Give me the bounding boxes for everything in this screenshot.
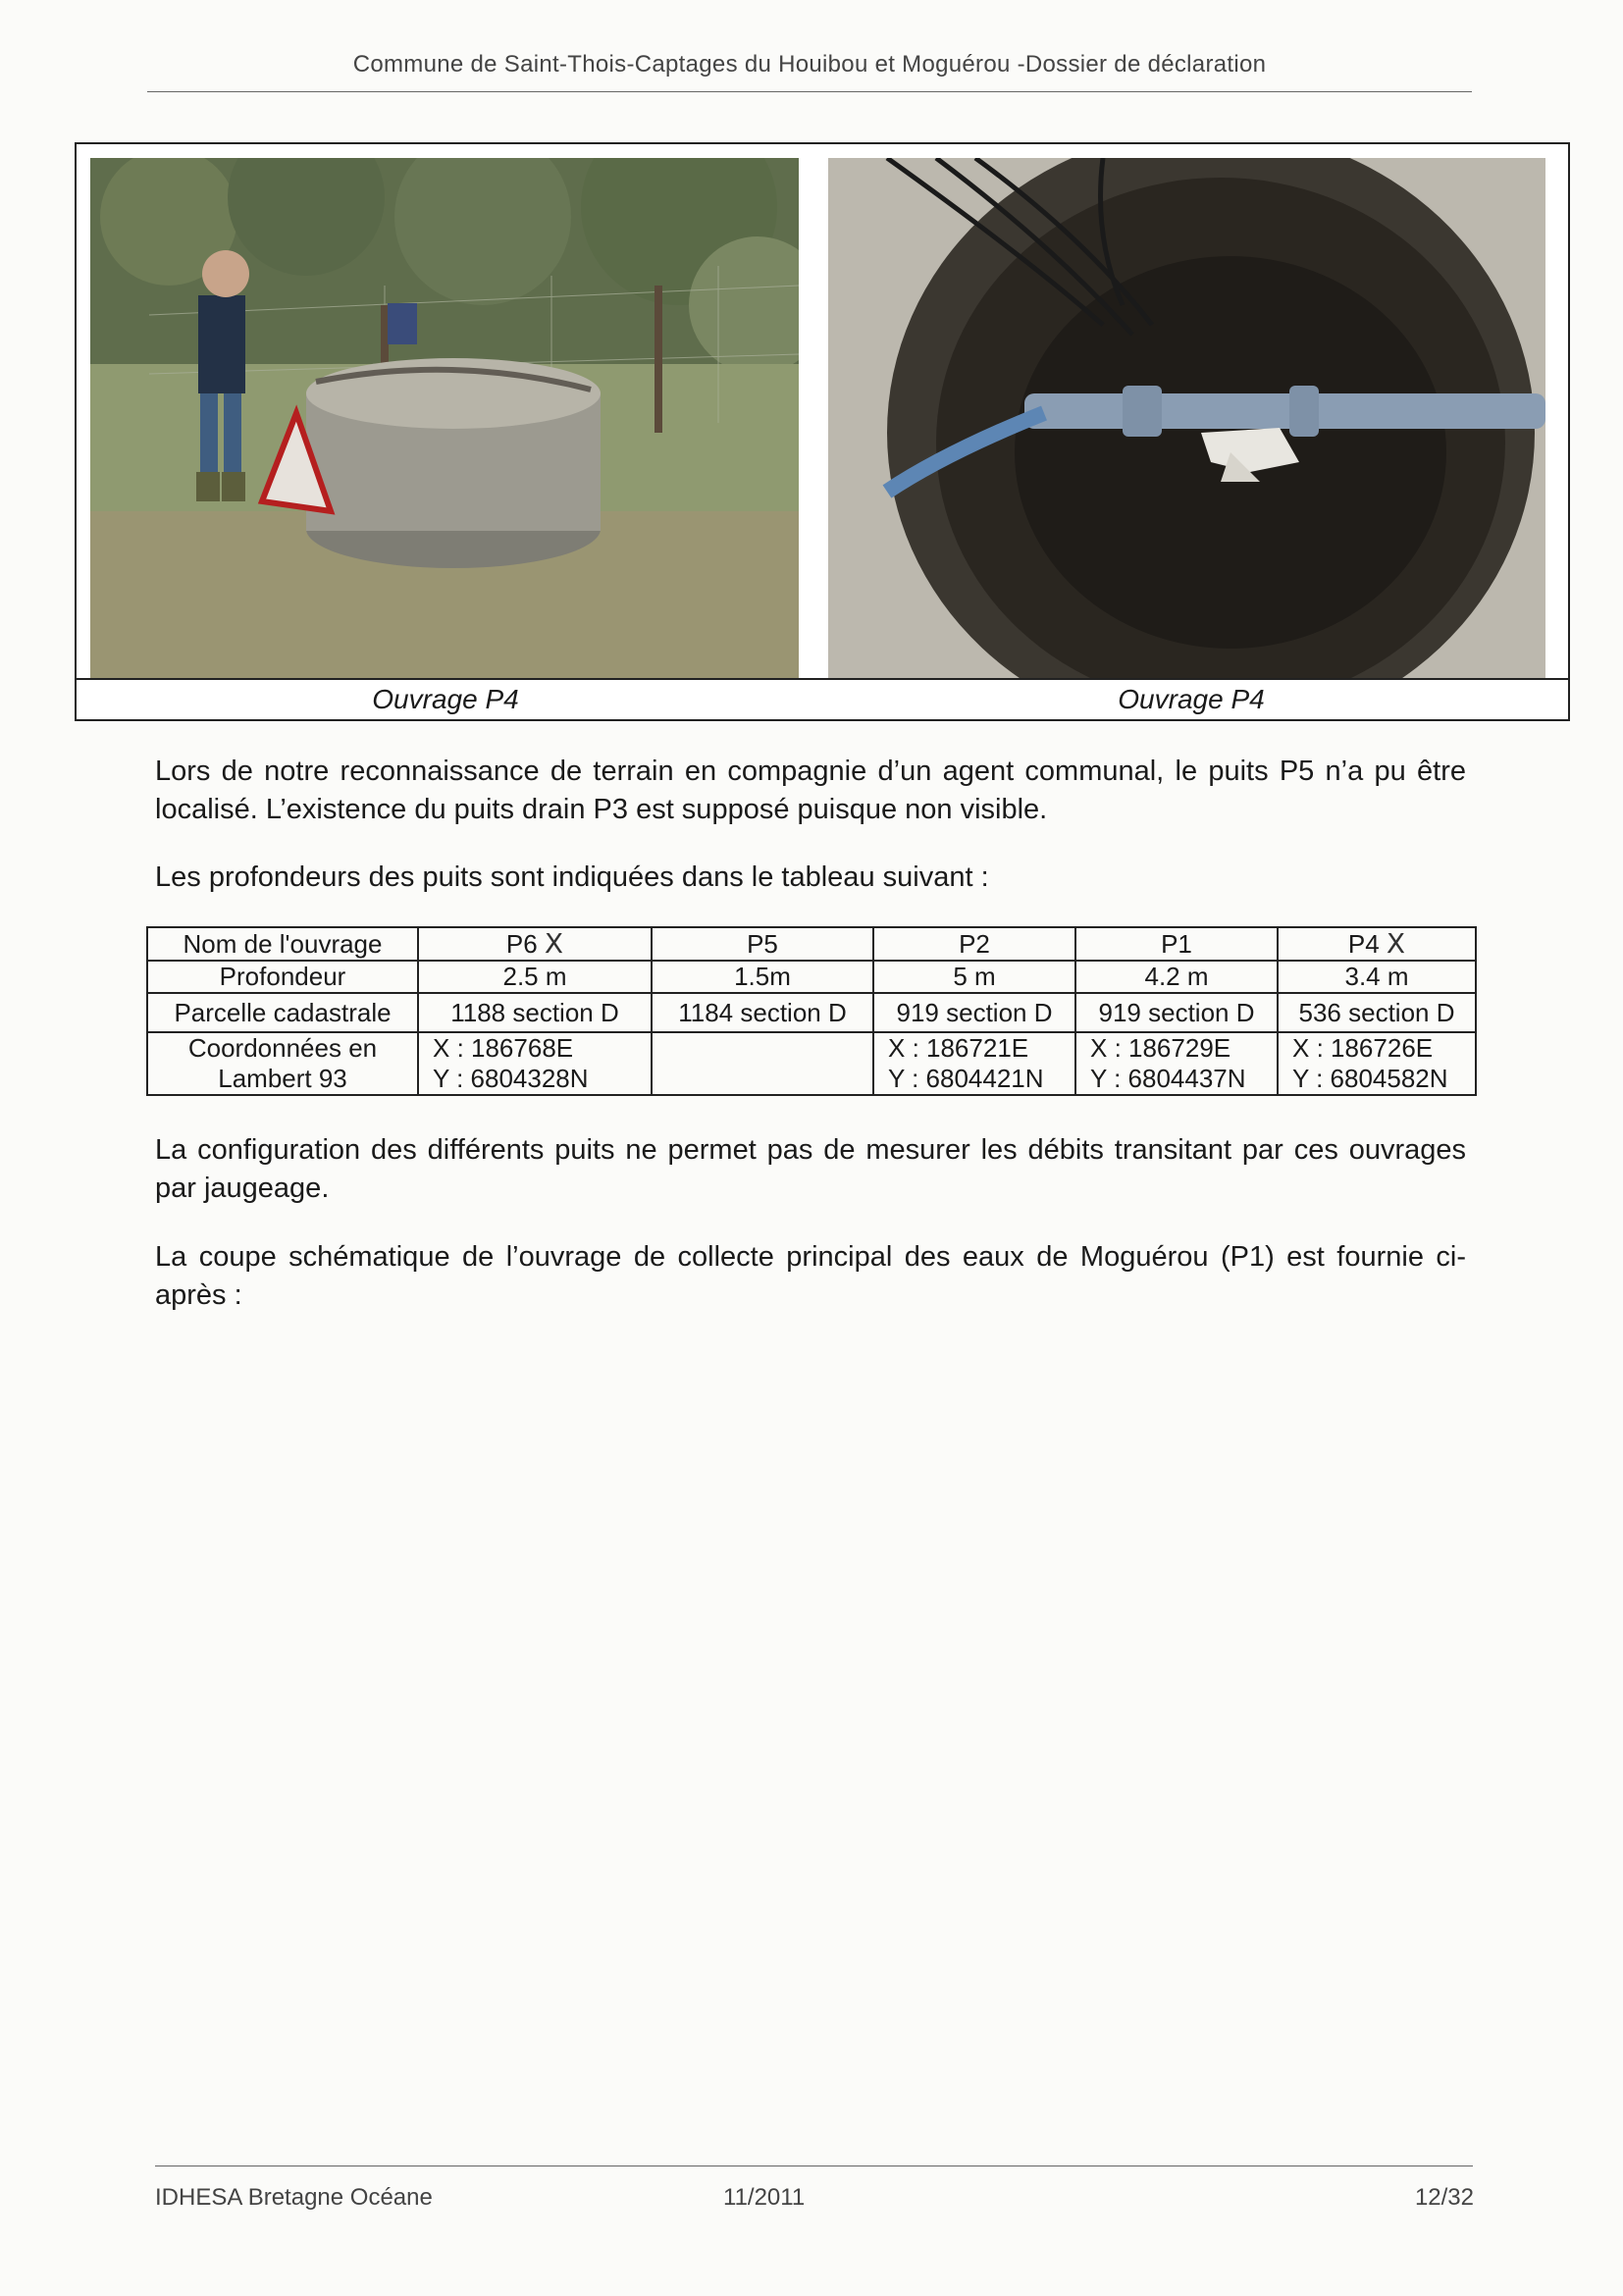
well-name-cell: P1 bbox=[1075, 927, 1278, 961]
well-name: P6 bbox=[505, 929, 538, 959]
page-number: 12/32 bbox=[1414, 2184, 1474, 2211]
handwritten-mark: X bbox=[1386, 927, 1406, 960]
coord-y: Y : 6804582N bbox=[1292, 1064, 1448, 1093]
row-label-coords: Coordonnées en Lambert 93 bbox=[147, 1032, 418, 1095]
photo-well-exterior bbox=[90, 158, 799, 678]
coord-x: X : 186768E bbox=[433, 1033, 574, 1063]
table-row-coords bbox=[147, 1032, 1476, 1095]
row-label-depth: Profondeur bbox=[147, 961, 418, 993]
photo-frame-well-interior bbox=[814, 142, 1570, 721]
table-row-depth bbox=[147, 961, 1476, 993]
table-row-parcel bbox=[147, 993, 1476, 1032]
page-header: Commune de Saint-Thois-Captages du Houibou et Moguérou -Dossier de déclaration bbox=[352, 51, 1267, 78]
coord-y: Y : 6804328N bbox=[433, 1064, 589, 1093]
paragraph-table-intro: Les profondeurs des puits sont indiquées dans le tableau suivant : bbox=[155, 861, 989, 893]
photo-well-interior bbox=[828, 158, 1545, 678]
coord-y: Y : 6804437N bbox=[1090, 1064, 1246, 1093]
paragraph-flow-measurement: La configuration des différents puits ne permet pas de mesurer les débits transitant par ces ouvrages par jaugeage. bbox=[155, 1134, 1466, 1204]
well-coords-cell bbox=[1278, 1032, 1476, 1095]
paragraph-field-survey: Lors de notre reconnaissance de terrain en compagnie d’un agent communal, le puits P5 n’a pu être localisé. L’existence du puits drain P3 est supposé puisque non visible. bbox=[155, 756, 1466, 825]
well-name-cell: P2 bbox=[873, 927, 1075, 961]
row-label-parcel: Parcelle cadastrale bbox=[147, 993, 418, 1032]
well-parcel-cell: 536 section D bbox=[1278, 993, 1476, 1032]
photo-caption: Ouvrage P4 bbox=[814, 678, 1568, 719]
well-coords-cell bbox=[652, 1032, 873, 1095]
well-name-cell bbox=[1278, 927, 1476, 961]
well-parcel-cell: 1188 section D bbox=[418, 993, 652, 1032]
handwritten-mark: X bbox=[544, 927, 564, 960]
well-parcel-cell: 919 section D bbox=[873, 993, 1075, 1032]
coord-y: Y : 6804421N bbox=[888, 1064, 1044, 1093]
footer-organization: IDHESA Bretagne Océane bbox=[155, 2184, 433, 2211]
coord-x: X : 186726E bbox=[1292, 1033, 1434, 1063]
photo-caption: Ouvrage P4 bbox=[77, 678, 814, 719]
well-depth-cell: 5 m bbox=[873, 961, 1075, 993]
wells-table bbox=[146, 926, 1477, 1096]
well-parcel-cell: 1184 section D bbox=[652, 993, 873, 1032]
header-divider bbox=[147, 91, 1472, 92]
well-coords-cell bbox=[418, 1032, 652, 1095]
table-row-name bbox=[147, 927, 1476, 961]
coord-x: X : 186729E bbox=[1090, 1033, 1231, 1063]
footer-date: 11/2011 bbox=[723, 2184, 806, 2211]
well-depth-cell: 3.4 m bbox=[1278, 961, 1476, 993]
well-parcel-cell: 919 section D bbox=[1075, 993, 1278, 1032]
well-name: P4 bbox=[1347, 929, 1380, 959]
photo-frame-well-exterior bbox=[75, 142, 816, 721]
row-label-name: Nom de l'ouvrage bbox=[147, 927, 418, 961]
well-coords-cell bbox=[873, 1032, 1075, 1095]
paragraph-schematic-intro: La coupe schématique de l’ouvrage de collecte principal des eaux de Moguérou (P1) est fournie ci-après : bbox=[155, 1241, 1466, 1311]
well-depth-cell: 4.2 m bbox=[1075, 961, 1278, 993]
well-depth-cell: 1.5m bbox=[652, 961, 873, 993]
well-coords-cell bbox=[1075, 1032, 1278, 1095]
well-depth-cell: 2.5 m bbox=[418, 961, 652, 993]
coord-x: X : 186721E bbox=[888, 1033, 1029, 1063]
well-name-cell: P5 bbox=[652, 927, 873, 961]
well-name-cell bbox=[418, 927, 652, 961]
